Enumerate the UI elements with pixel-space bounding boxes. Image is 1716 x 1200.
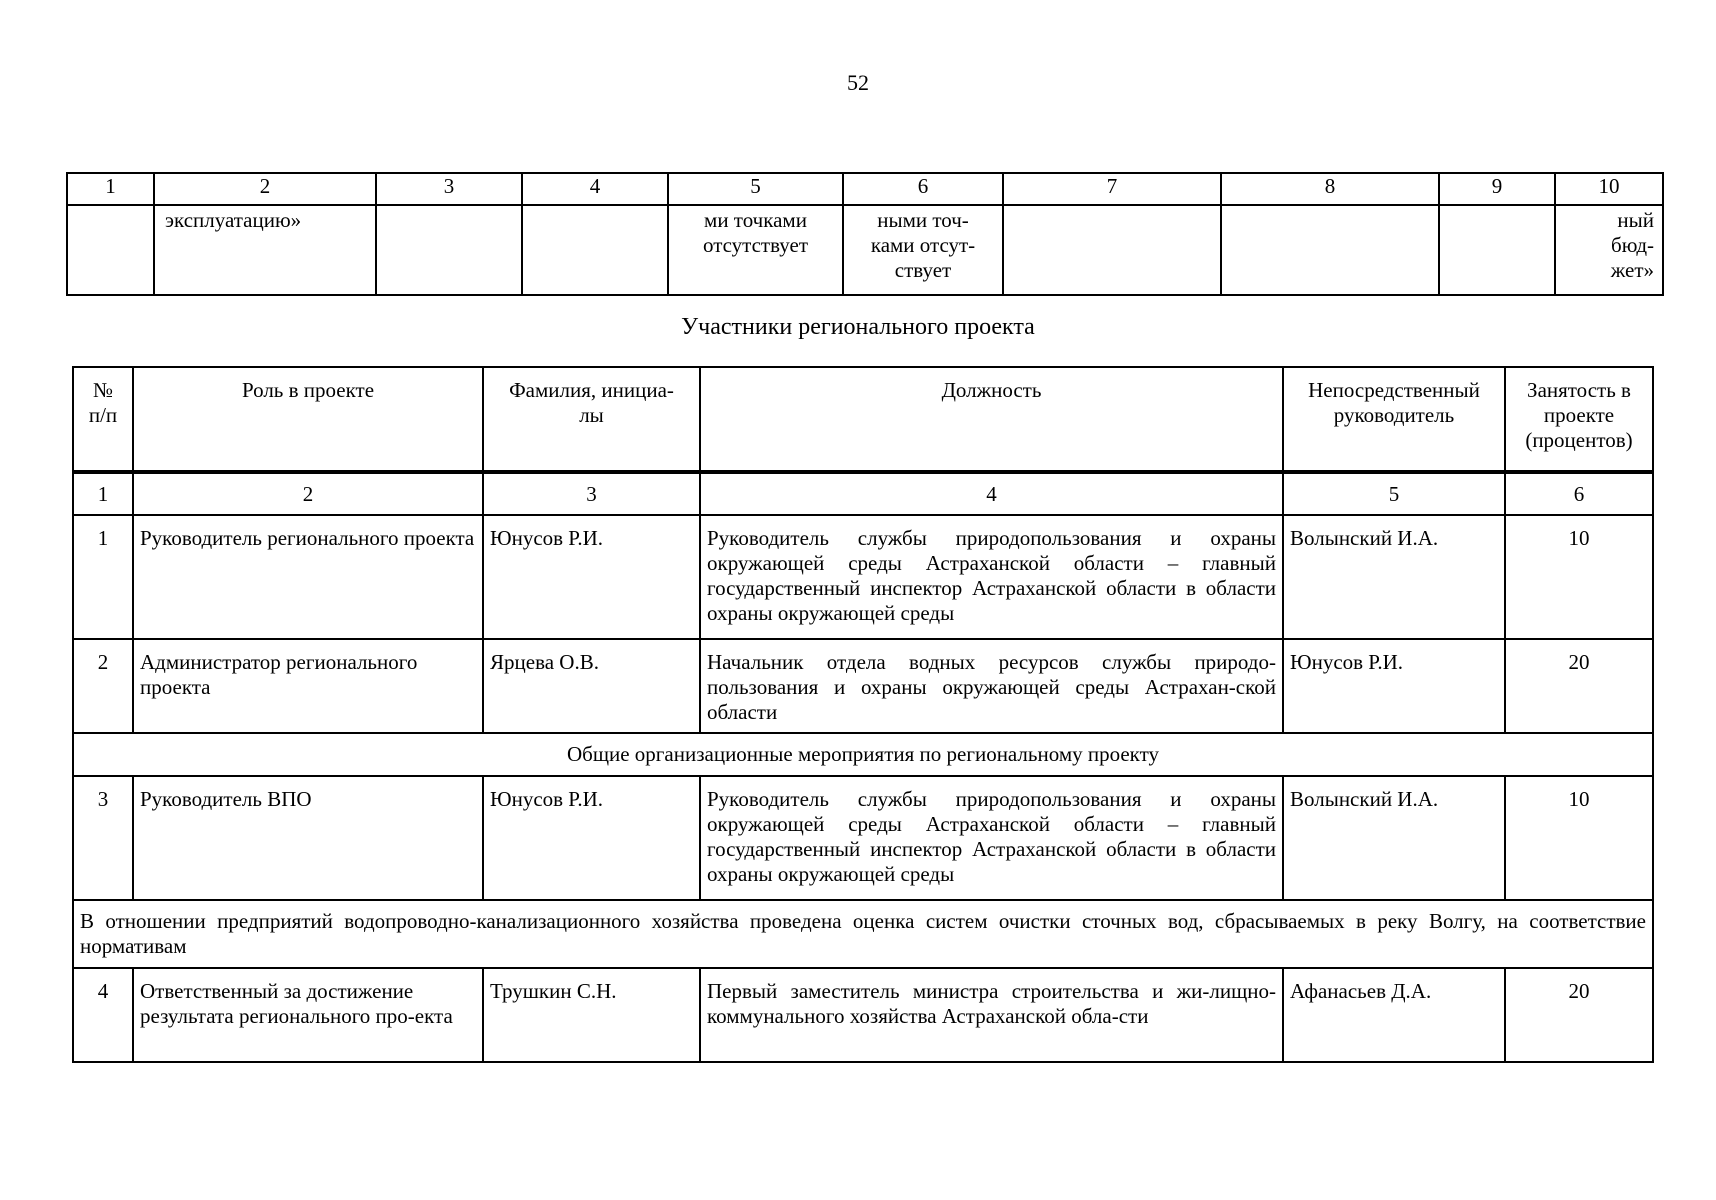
- header-manager: Непосредственный руководитель: [1283, 367, 1505, 472]
- header-name: Фамилия, инициа- лы: [483, 367, 700, 472]
- table-cell: [1221, 205, 1439, 295]
- column-number: 4: [522, 173, 668, 205]
- name-cell: Юнусов Р.И.: [483, 515, 700, 639]
- table-cell: эксплуатацию»: [154, 205, 376, 295]
- header-position: Должность: [700, 367, 1283, 472]
- table-cell: [1439, 205, 1555, 295]
- continuation-row: [67, 205, 1663, 295]
- table-cell: ными точ- ками отсут- ствует: [843, 205, 1003, 295]
- manager-cell: Волынский И.А.: [1283, 776, 1505, 900]
- position-cell: Начальник отдела водных ресурсов службы природо-пользования и охраны окружающей среды Астрахан-ской области: [700, 639, 1283, 733]
- section-title: Участники регионального проекта: [681, 314, 1035, 340]
- table-cell: [1003, 205, 1221, 295]
- column-number: 9: [1439, 173, 1555, 205]
- row-number: 1: [73, 515, 133, 639]
- column-number: 1: [67, 173, 154, 205]
- section-heading: Общие организационные мероприятия по региональному проекту: [73, 733, 1653, 776]
- position-cell: Руководитель службы природопользования и охраны окружающей среды Астраханской области – главный государственный инспектор Астраханской области в области охраны окружающей среды: [700, 776, 1283, 900]
- section-row: [73, 733, 1653, 776]
- header-load: Занятость в проекте (процентов): [1505, 367, 1653, 472]
- column-number: 4: [700, 472, 1283, 515]
- column-number: 2: [154, 173, 376, 205]
- table-cell: ный бюд- жет»: [1555, 205, 1663, 295]
- table-row: [73, 639, 1653, 733]
- column-number: 8: [1221, 173, 1439, 205]
- manager-cell: Волынский И.А.: [1283, 515, 1505, 639]
- column-number: 3: [483, 472, 700, 515]
- section-heading: В отношении предприятий водопроводно-канализационного хозяйства проведена оценка систем очистки сточных вод, сбрасываемых в реку Волгу, на соответствие нормативам: [73, 900, 1653, 968]
- table-cell: [376, 205, 522, 295]
- table-row: [73, 968, 1653, 1062]
- column-number: 6: [1505, 472, 1653, 515]
- role-cell: Руководитель регионального проекта: [133, 515, 483, 639]
- column-number: 6: [843, 173, 1003, 205]
- column-number: 7: [1003, 173, 1221, 205]
- table-cell: ми точками отсутствует: [668, 205, 843, 295]
- position-cell: Первый заместитель министра строительства и жи-лищно-коммунального хозяйства Астраханской обла-сти: [700, 968, 1283, 1062]
- participants-header-row: [73, 367, 1653, 472]
- manager-cell: Афанасьев Д.А.: [1283, 968, 1505, 1062]
- table-row: [73, 515, 1653, 639]
- load-cell: 10: [1505, 776, 1653, 900]
- table-cell: [67, 205, 154, 295]
- column-numbers-row: [73, 472, 1653, 515]
- participants-table: [72, 366, 1654, 1063]
- header-number: № п/п: [73, 367, 133, 472]
- column-number: 1: [73, 472, 133, 515]
- row-number: 4: [73, 968, 133, 1062]
- column-number: 3: [376, 173, 522, 205]
- load-cell: 20: [1505, 639, 1653, 733]
- table-cell: [522, 205, 668, 295]
- continuation-table: [66, 172, 1664, 296]
- row-number: 2: [73, 639, 133, 733]
- name-cell: Юнусов Р.И.: [483, 776, 700, 900]
- load-cell: 20: [1505, 968, 1653, 1062]
- continuation-header-row: [67, 173, 1663, 205]
- table-row: [73, 776, 1653, 900]
- header-role: Роль в проекте: [133, 367, 483, 472]
- column-number: 10: [1555, 173, 1663, 205]
- role-cell: Руководитель ВПО: [133, 776, 483, 900]
- load-cell: 10: [1505, 515, 1653, 639]
- role-cell: Ответственный за достижение результата регионального про-екта: [133, 968, 483, 1062]
- column-number: 2: [133, 472, 483, 515]
- position-cell: Руководитель службы природопользования и охраны окружающей среды Астраханской области – главный государственный инспектор Астраханской области в области охраны окружающей среды: [700, 515, 1283, 639]
- name-cell: Ярцева О.В.: [483, 639, 700, 733]
- page-number: 52: [847, 70, 869, 95]
- column-number: 5: [668, 173, 843, 205]
- section-row: [73, 900, 1653, 968]
- row-number: 3: [73, 776, 133, 900]
- name-cell: Трушкин С.Н.: [483, 968, 700, 1062]
- role-cell: Администратор регионального проекта: [133, 639, 483, 733]
- manager-cell: Юнусов Р.И.: [1283, 639, 1505, 733]
- column-number: 5: [1283, 472, 1505, 515]
